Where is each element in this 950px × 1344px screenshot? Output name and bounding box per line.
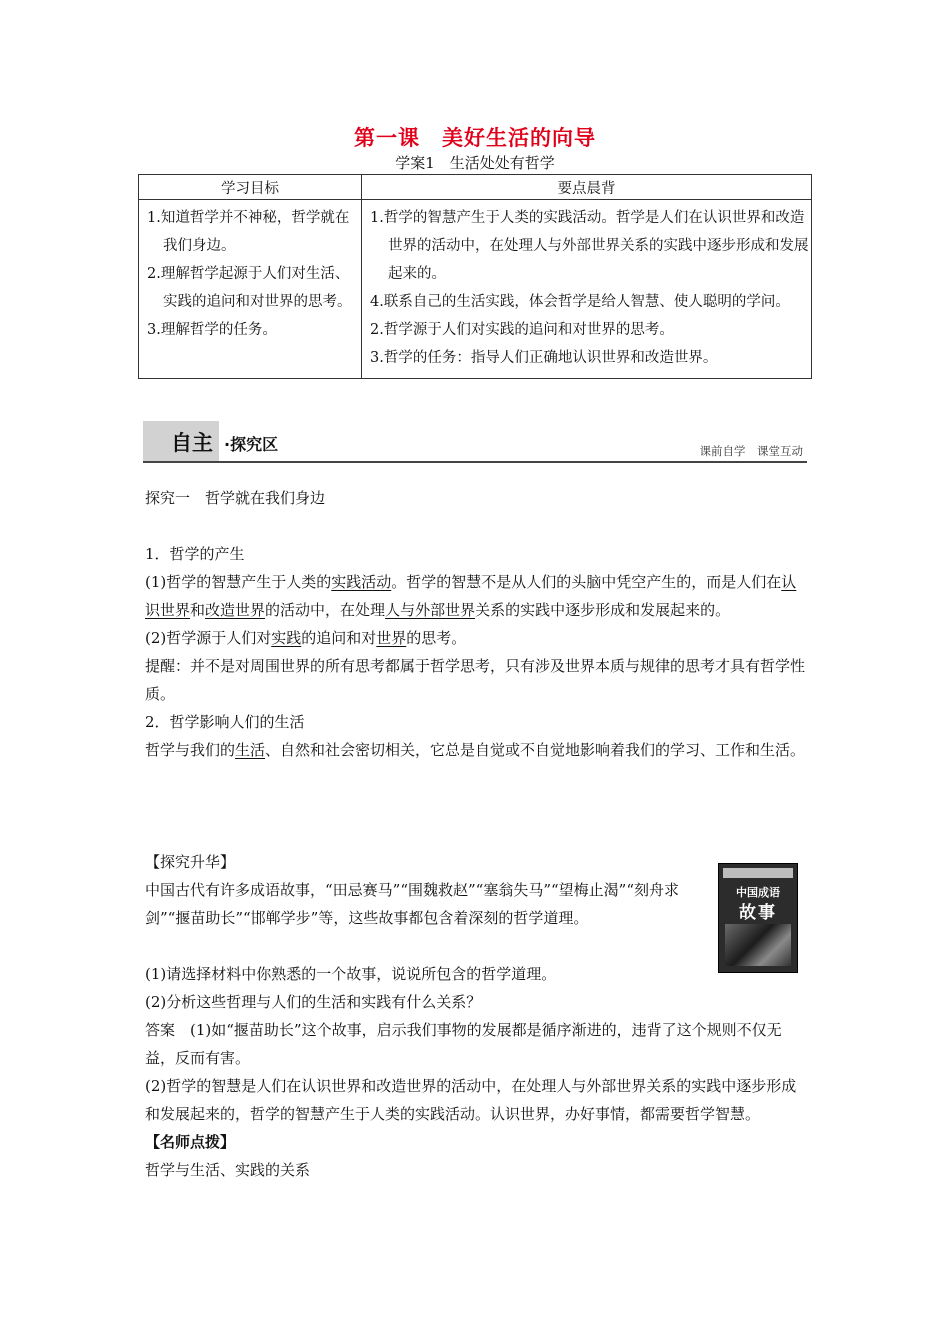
section-divider: [143, 461, 807, 463]
explore-heading: 探究一 哲学就在我们身边: [145, 489, 326, 507]
book-cover-band: [723, 868, 793, 878]
paragraph-influence: 哲学与我们的生活、自然和社会密切相关，它总是自觉或不自觉地影响着我们的学习、工作和生活。: [145, 741, 806, 759]
table-header-goals: 学习目标: [139, 175, 362, 200]
paragraph-origin-2: (2)哲学源于人们对实践的追问和对世界的思考。: [145, 629, 467, 647]
page-title: 第一课 美好生活的向导: [354, 126, 596, 150]
point-item: 1.哲学的智慧产生于人类的实践活动。哲学是人们在认识世界和改造世界的活动中，在处理人与外部世界关系的实践中逐步形成和发展起来的。: [370, 210, 809, 282]
goal-item: 2.理解哲学起源于人们对生活、实践的追问和对世界的思考。: [147, 266, 352, 310]
book-cover-image: [718, 863, 798, 973]
upgrade-label: 【探究升华】: [145, 853, 236, 871]
answer-2: (2)哲学的智慧是人们在认识世界和改造世界的活动中，在处理人与外部世界关系的实践中逐步形成和发展起来的，哲学的智慧产生于人类的实践活动。认识世界，办好事情，都需要哲学智慧。: [145, 1077, 797, 1123]
point-item: 4.联系自己的生活实践，体会哲学是给人智慧、使人聪明的学问。: [370, 294, 790, 310]
question-1: (1)请选择材料中你熟悉的一个故事，说说所包含的哲学道理。: [145, 965, 557, 983]
goals-cell: [139, 200, 362, 379]
reminder-text: 提醒：并不是对周围世界的所有思考都属于哲学思考，只有涉及世界本质与规律的思考才具有哲学性质。: [145, 657, 806, 703]
goals-table: [138, 174, 812, 379]
point-item: 2.哲学源于人们对实践的追问和对世界的思考。: [370, 322, 674, 338]
section-sub-label: ·探究区: [224, 435, 279, 454]
section-right-label: 课前自学 课堂互动: [699, 444, 803, 458]
section-main-label: 自主: [171, 431, 213, 455]
answer-1: 答案 (1)如“揠苗助长”这个故事，启示我们事物的发展都是循序渐进的，违背了这个规则不仅无益，反而有害。: [145, 1021, 782, 1067]
goal-item: 3.理解哲学的任务。: [147, 322, 277, 338]
subheading-origin: 1．哲学的产生: [145, 545, 245, 563]
points-cell: [362, 200, 812, 379]
paragraph-origin-1: (1)哲学的智慧产生于人类的实践活动。哲学的智慧不是从人们的头脑中凭空产生的，而是人们在认识世界和改造世界的活动中，在处理人与外部世界关系的实践中逐步形成和发展起来的。: [145, 573, 797, 619]
upgrade-qa: [145, 960, 810, 1184]
book-cover-title: 中国成语: [736, 886, 780, 899]
page-subtitle: 学案1 生活处处有哲学: [395, 154, 555, 172]
question-2: (2)分析这些哲理与人们的生活和实践有什么关系？: [145, 993, 482, 1011]
explore-content: [145, 540, 810, 764]
point-item: 3.哲学的任务：指导人们正确地认识世界和改造世界。: [370, 350, 718, 366]
table-header-points: 要点晨背: [362, 175, 812, 200]
subheading-influence: 2．哲学影响人们的生活: [145, 713, 305, 731]
goal-item: 1.知道哲学并不神秘，哲学就在我们身边。: [147, 210, 350, 254]
upgrade-material: 中国古代有许多成语故事，“田忌赛马”“围魏救赵”“塞翁失马”“望梅止渴”“刻舟求剑”“揠苗助长”“邯郸学步”等，这些故事都包含着深刻的哲学道理。: [145, 881, 680, 927]
book-cover-title-2: 故事: [739, 903, 777, 923]
tips-line: 哲学与生活、实践的关系: [145, 1161, 311, 1179]
section-header: [143, 421, 807, 463]
tips-label: 【名师点拨】: [145, 1133, 236, 1151]
